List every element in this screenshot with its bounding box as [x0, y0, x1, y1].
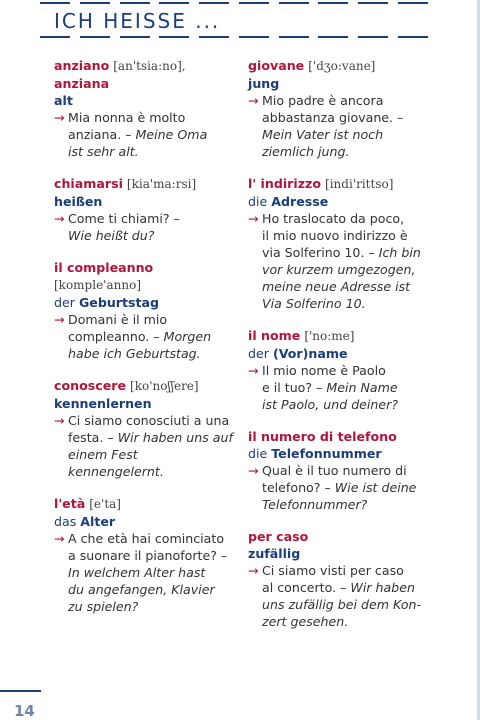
vocab-entry-chiamarsi	[54, 175, 234, 244]
footer-rule	[0, 690, 41, 692]
italian-term: giovane	[248, 58, 305, 73]
vocab-entry-per-caso	[248, 528, 426, 630]
arrow-right-icon: →	[248, 211, 259, 226]
vocab-entry-anziano	[54, 57, 234, 160]
arrow-right-icon: →	[248, 563, 259, 578]
arrow-right-icon: →	[54, 531, 65, 546]
german-translation: kennenlernen	[54, 396, 152, 411]
italian-term: l' indirizzo	[248, 176, 322, 191]
vocab-entry-giovane	[248, 57, 426, 160]
german-translation: das Alter	[54, 514, 116, 529]
example-sentence: → Mio padre è ancora abbastanza giovane. – Mein Vater ist noch ziemlich jung.	[248, 93, 404, 159]
pronunciation: [indi'rittso]	[325, 177, 394, 191]
arrow-right-icon: →	[248, 363, 259, 378]
german-translation: alt	[54, 93, 73, 108]
german-translation: der (Vor)name	[248, 346, 348, 361]
vocab-entry-conoscere	[54, 377, 234, 480]
right-column	[248, 57, 426, 645]
arrow-right-icon: →	[54, 413, 65, 428]
example-sentence: → Mia nonna è molto anziana. – Meine Oma ist sehr alt.	[54, 110, 208, 159]
vocab-entry-numero-di-telefono	[248, 428, 426, 513]
page-title: ICH HEISSE ...	[54, 9, 221, 33]
left-column	[54, 57, 234, 630]
italian-term: il compleanno	[54, 260, 154, 275]
pronunciation: [kia'ma:rsi]	[126, 177, 197, 191]
german-translation: die Adresse	[248, 194, 329, 209]
german-translation: jung	[248, 76, 280, 91]
german-translation: die Telefonnummer	[248, 446, 382, 461]
pronunciation: ['no:me]	[304, 329, 355, 343]
pronunciation: [ko'noʃʃere]	[130, 379, 199, 393]
title-dash-rule	[40, 36, 428, 38]
vocab-entry-compleanno	[54, 259, 234, 362]
italian-term: l'età	[54, 496, 86, 511]
page-number: 14	[14, 702, 35, 720]
italian-term: il numero di telefono	[248, 429, 397, 444]
vocab-entry-indirizzo	[248, 175, 426, 312]
example-sentence: → Ci siamo conosciuti a una festa. – Wir haben uns auf einem Fest kennengelernt.	[54, 413, 233, 479]
italian-term: il nome	[248, 328, 301, 343]
example-sentence: → Ho traslocato da poco, il mio nuovo indirizzo è via Solferino 10. – Ich bin vor kurzem umgezogen, meine neue Adresse ist Via Solferino 10.	[248, 211, 421, 311]
arrow-right-icon: →	[54, 211, 65, 226]
vocab-entry-nome	[248, 327, 426, 413]
vocab-entry-eta	[54, 495, 234, 615]
example-sentence: → Ci siamo visti per caso al concerto. – Wir haben uns zufällig bei dem Kon- zert gesehen.	[248, 563, 422, 629]
german-translation: heißen	[54, 194, 103, 209]
italian-term-feminine: anziana	[54, 76, 110, 91]
example-sentence: → Come ti chiami? – Wie heißt du?	[54, 211, 180, 243]
example-sentence: → Il mio nome è Paolo e il tuo? – Mein Name ist Paolo, und deiner?	[248, 363, 399, 412]
pronunciation: [komple'anno]	[54, 278, 141, 292]
example-sentence: → Domani è il mio compleanno. – Morgen habe ich Geburtstag.	[54, 312, 212, 361]
german-translation: zufällig	[248, 546, 301, 561]
italian-term: chiamarsi	[54, 176, 123, 191]
german-translation: der Geburtstag	[54, 295, 160, 310]
pronunciation: [e'ta]	[89, 497, 121, 511]
arrow-right-icon: →	[248, 93, 259, 108]
pronunciation: [an'tsia:no],	[113, 59, 186, 73]
arrow-right-icon: →	[54, 312, 65, 327]
italian-term: anziano	[54, 58, 110, 73]
italian-term: conoscere	[54, 378, 126, 393]
example-sentence: → Qual è il tuo numero di telefono? – Wie ist deine Telefonnummer?	[248, 463, 417, 512]
pronunciation: ['dʒo:vane]	[308, 59, 376, 73]
top-dash-rule	[40, 2, 428, 4]
arrow-right-icon: →	[54, 110, 65, 125]
example-sentence: → A che età hai cominciato a suonare il pianoforte? – In welchem Alter hast du angefangen, Klavier zu spielen?	[54, 531, 228, 614]
arrow-right-icon: →	[248, 463, 259, 478]
italian-term: per caso	[248, 529, 309, 544]
